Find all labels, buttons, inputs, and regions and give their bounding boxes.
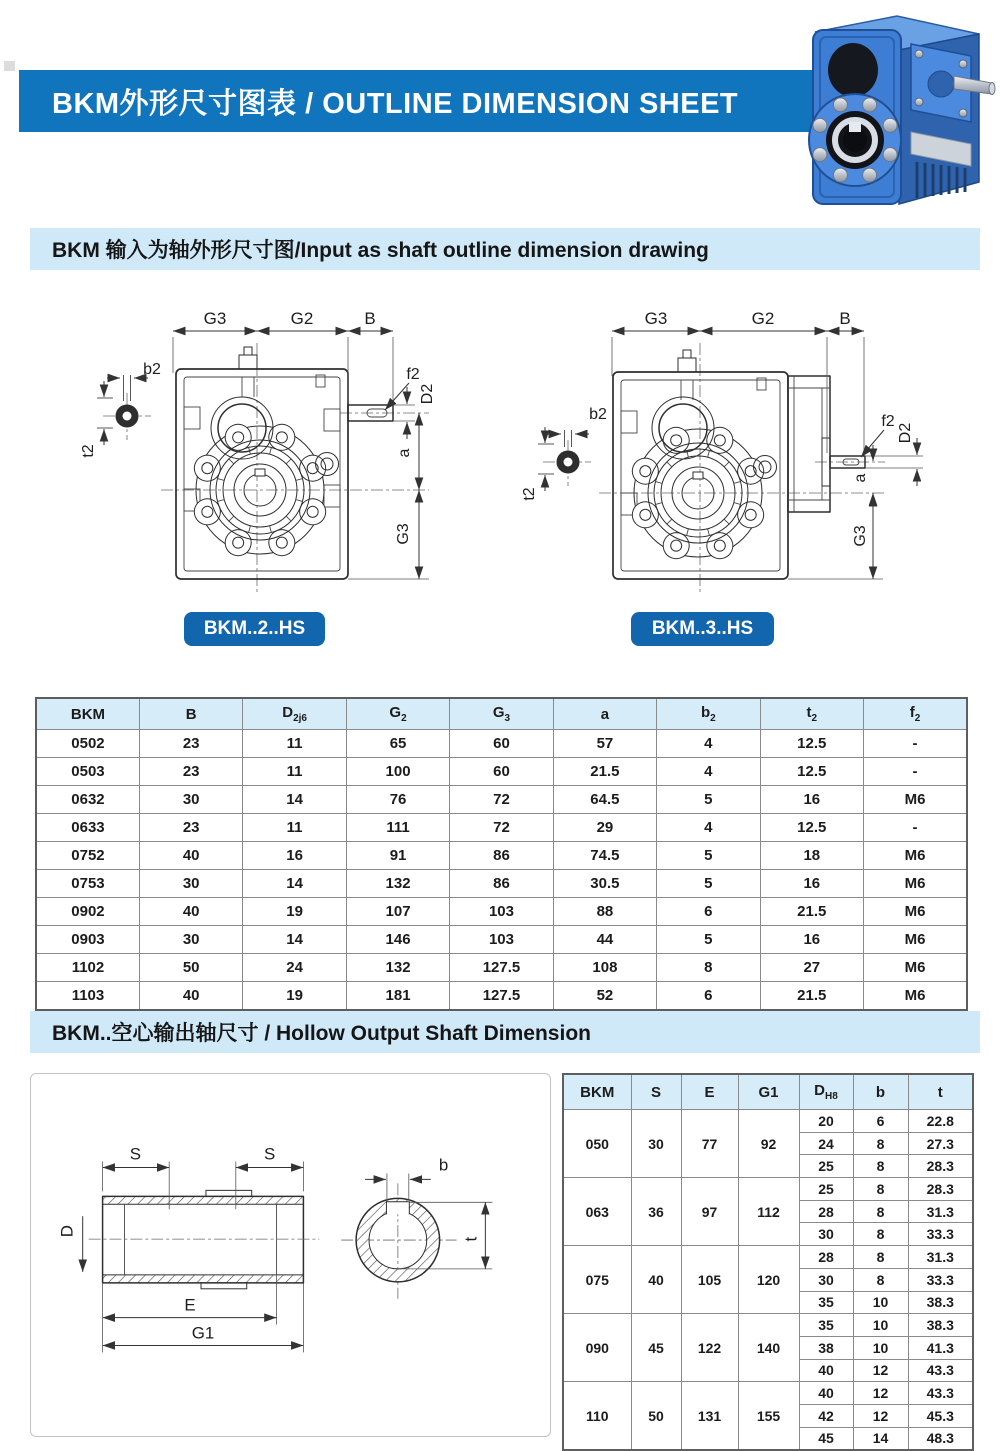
dim-table-cell: 74.5: [553, 842, 656, 870]
section-title-text: BKM 输入为轴外形尺寸图/Input as shaft outline dimension drawing: [52, 239, 709, 262]
dim-table-cell: 19: [243, 898, 346, 926]
dimension-labels: [80, 309, 436, 545]
hollow-table-cell: 45: [799, 1427, 853, 1450]
hollow-table-cell: 8: [853, 1246, 908, 1269]
dim-table-cell: M6: [864, 870, 968, 898]
second-stage-housing: [788, 376, 865, 512]
dim-table-cell: 30: [139, 786, 242, 814]
hollow-table-cell: 28.3: [908, 1155, 973, 1178]
hollow-table-cell: 8: [853, 1268, 908, 1291]
dim-table-cell: 0502: [36, 730, 139, 758]
dim-table-cell: 12.5: [760, 758, 863, 786]
dim-label-g3-top: G3: [644, 309, 668, 328]
dim-table-cell: 16: [243, 842, 346, 870]
dim-table-cell: 5: [657, 786, 760, 814]
dim-table-cell: 6: [657, 982, 760, 1011]
dim-table-cell: 23: [139, 758, 242, 786]
shaft-section-view: [341, 1183, 456, 1298]
dim-table-cell: 91: [346, 842, 449, 870]
dim-table-row: [36, 954, 967, 982]
dim-table-row: [36, 870, 967, 898]
dim-table-cell: 11: [243, 730, 346, 758]
hollow-table-cell: 8: [853, 1178, 908, 1201]
dim-table-cell: 0632: [36, 786, 139, 814]
hollow-table-cell: 33.3: [908, 1223, 973, 1246]
hollow-table-group-cell: 77: [681, 1110, 738, 1178]
dim-table-cell: 5: [657, 926, 760, 954]
dim-table-cell: 72: [450, 786, 553, 814]
dim-table-cell: 8: [657, 954, 760, 982]
hollow-table-head-row: [563, 1074, 973, 1110]
model-badge-label: BKM..2..HS: [203, 618, 306, 639]
dim-table-header-cell: $b_2$: [657, 698, 760, 730]
dim-table-cell: 107: [346, 898, 449, 926]
dim-table-cell: 103: [450, 926, 553, 954]
hollow-table-group-cell: 140: [738, 1314, 799, 1382]
dim-label-d: D: [57, 1225, 77, 1238]
bkm-3hs-outline-drawing: [515, 293, 970, 605]
hollow-table-cell: 45.3: [908, 1404, 973, 1427]
hollow-table-group-cell: 45: [631, 1314, 681, 1382]
dim-label-b2: b2: [143, 361, 161, 378]
header-banner: [19, 70, 812, 132]
dim-table-cell: 21.5: [553, 758, 656, 786]
dim-table-cell: 5: [657, 870, 760, 898]
hollow-table-group-cell: 155: [738, 1382, 799, 1451]
gearbox-illustration: [809, 16, 995, 204]
dim-table-cell: 1103: [36, 982, 139, 1011]
dim-table-cell: 60: [450, 730, 553, 758]
hollow-table-cell: 8: [853, 1200, 908, 1223]
dim-table-header-cell: $D_{2j6}$: [243, 698, 346, 730]
hollow-table-cell: 40: [799, 1382, 853, 1405]
dim-table-cell: 103: [450, 898, 553, 926]
hollow-table-group-cell: 112: [738, 1178, 799, 1246]
dim-table-cell: 12.5: [760, 730, 863, 758]
hollow-table-cell: 25: [799, 1178, 853, 1201]
dim-table-cell: 146: [346, 926, 449, 954]
hollow-table-cell: 12: [853, 1359, 908, 1382]
hollow-table-header-cell: b: [853, 1074, 908, 1110]
dim-table-cell: 23: [139, 814, 242, 842]
hollow-table-header-cell: BKM: [563, 1074, 631, 1110]
hollow-table-row: [563, 1178, 973, 1201]
hollow-table-body: [563, 1110, 973, 1451]
hollow-table-cell: 8: [853, 1155, 908, 1178]
hollow-table-cell: 35: [799, 1314, 853, 1337]
dim-label-g3-top: G3: [203, 309, 227, 328]
dim-table-cell: 18: [760, 842, 863, 870]
hollow-table-cell: 10: [853, 1314, 908, 1337]
hollow-table-cell: 28: [799, 1200, 853, 1223]
dim-table-cell: 108: [553, 954, 656, 982]
dim-table-cell: -: [864, 814, 968, 842]
hollow-table-header-cell: $D_{H8}$: [799, 1074, 853, 1110]
hollow-table-cell: 30: [799, 1223, 853, 1246]
dim-table-header-cell: $G_2$: [346, 698, 449, 730]
model-badge-label: BKM..3..HS: [651, 618, 754, 639]
dim-table-cell: 24: [243, 954, 346, 982]
section-title-text: BKM..空心输出轴尺寸 / Hollow Output Shaft Dimension: [52, 1022, 591, 1045]
dim-table-cell: 86: [450, 842, 553, 870]
dim-label-s-left: S: [129, 1144, 142, 1164]
dim-label-g2: G2: [290, 309, 314, 328]
dim-table-cell: 0633: [36, 814, 139, 842]
hollow-table-cell: 38.3: [908, 1291, 973, 1314]
dim-table-cell: 21.5: [760, 898, 863, 926]
dim-table-cell: 11: [243, 814, 346, 842]
dim-table-cell: 132: [346, 954, 449, 982]
dim-label-g3-side: G3: [395, 523, 412, 545]
dim-table-cell: M6: [864, 954, 968, 982]
hollow-table-header-cell: t: [908, 1074, 973, 1110]
hollow-table-cell: 42: [799, 1404, 853, 1427]
hollow-shaft-drawing: [31, 1074, 548, 1434]
dim-table-cell: 76: [346, 786, 449, 814]
dim-table-cell: 14: [243, 870, 346, 898]
dim-table-cell: 44: [553, 926, 656, 954]
section-title-input-shaft: [30, 228, 980, 270]
dim-table-cell: 4: [657, 814, 760, 842]
dim-table-header-cell: a: [553, 698, 656, 730]
hollow-table-cell: 28.3: [908, 1178, 973, 1201]
dim-label-g3-side: G3: [852, 525, 869, 547]
dim-table-header-cell: $f_2$: [864, 698, 968, 730]
dim-table-row: [36, 814, 967, 842]
hollow-table-group-cell: 36: [631, 1178, 681, 1246]
hollow-table-cell: 25: [799, 1155, 853, 1178]
hollow-table-group-cell: 105: [681, 1246, 738, 1314]
dim-table-cell: 30: [139, 870, 242, 898]
dim-table-cell: 30.5: [553, 870, 656, 898]
dim-table-cell: 30: [139, 926, 242, 954]
hollow-table-group-cell: 92: [738, 1110, 799, 1178]
dim-label-b: B: [364, 309, 376, 328]
dim-table-cell: 50: [139, 954, 242, 982]
dim-label-t2: t2: [80, 444, 97, 458]
dim-table-cell: 65: [346, 730, 449, 758]
hollow-table-header-cell: E: [681, 1074, 738, 1110]
hollow-table-group-cell: 97: [681, 1178, 738, 1246]
dim-table-cell: 29: [553, 814, 656, 842]
dim-table-row: [36, 982, 967, 1011]
dim-table-cell: 40: [139, 842, 242, 870]
hollow-table-group-cell: 110: [563, 1382, 631, 1451]
dim-label-t2: t2: [521, 487, 538, 501]
dim-table-cell: M6: [864, 926, 968, 954]
hollow-table-cell: 33.3: [908, 1268, 973, 1291]
dim-table-cell: 0503: [36, 758, 139, 786]
dim-table-cell: 11: [243, 758, 346, 786]
dim-table-header-cell: $G_3$: [450, 698, 553, 730]
dim-table-cell: 16: [760, 926, 863, 954]
dim-label-a: a: [396, 448, 413, 458]
model-badge-bkm2hs: [184, 612, 325, 646]
dim-label-d2: D2: [419, 383, 436, 405]
dim-label-d2: D2: [897, 422, 914, 444]
hollow-table-group-cell: 090: [563, 1314, 631, 1382]
input-shaft-dim-table-wrap: [35, 697, 968, 1011]
dim-table-cell: 127.5: [450, 954, 553, 982]
hollow-table-cell: 38.3: [908, 1314, 973, 1337]
dim-table-cell: 16: [760, 786, 863, 814]
section-title-hollow-output: [30, 1011, 980, 1053]
hollow-table-cell: 6: [853, 1110, 908, 1133]
dim-table-cell: 0902: [36, 898, 139, 926]
dim-table-row: [36, 758, 967, 786]
hollow-table-cell: 10: [853, 1336, 908, 1359]
dim-label-s-right: S: [263, 1144, 276, 1164]
dim-table-cell: 57: [553, 730, 656, 758]
dim-table-cell: 60: [450, 758, 553, 786]
dim-table-cell: 64.5: [553, 786, 656, 814]
hollow-table-group-cell: 50: [631, 1382, 681, 1451]
dim-table-cell: M6: [864, 898, 968, 926]
hollow-shaft-dim-table: [562, 1073, 974, 1451]
hollow-table-cell: 48.3: [908, 1427, 973, 1450]
dim-table-row: [36, 926, 967, 954]
hollow-table-cell: 27.3: [908, 1132, 973, 1155]
hollow-table-cell: 14: [853, 1427, 908, 1450]
dim-table-cell: -: [864, 730, 968, 758]
hollow-table-group-cell: 050: [563, 1110, 631, 1178]
dim-table-cell: 4: [657, 758, 760, 786]
dim-table-cell: 21.5: [760, 982, 863, 1011]
dim-table-cell: -: [864, 758, 968, 786]
hollow-table-cell: 12: [853, 1382, 908, 1405]
dim-table-cell: 14: [243, 786, 346, 814]
hollow-table-cell: 31.3: [908, 1200, 973, 1223]
dim-table-row: [36, 730, 967, 758]
dim-label-g2: G2: [751, 309, 775, 328]
hollow-table-row: [563, 1110, 973, 1133]
hollow-table-group-cell: 063: [563, 1178, 631, 1246]
dim-table-cell: 40: [139, 898, 242, 926]
dim-table-cell: 1102: [36, 954, 139, 982]
dim-table-cell: 132: [346, 870, 449, 898]
hollow-table-cell: 41.3: [908, 1336, 973, 1359]
dim-label-e: E: [184, 1295, 196, 1315]
dimension-labels: [58, 1145, 481, 1343]
dim-table-cell: 86: [450, 870, 553, 898]
dim-table-cell: M6: [864, 982, 968, 1011]
hollow-table-group-cell: 30: [631, 1110, 681, 1178]
hollow-table-group-cell: 120: [738, 1246, 799, 1314]
dim-table-header-cell: B: [139, 698, 242, 730]
model-badge-bkm3hs: [631, 612, 774, 646]
hollow-table-cell: 43.3: [908, 1359, 973, 1382]
gearbox-product-image: [798, 2, 996, 208]
hollow-table-cell: 24: [799, 1132, 853, 1155]
dim-table-cell: 100: [346, 758, 449, 786]
hollow-table-group-cell: 075: [563, 1246, 631, 1314]
dim-label-b2: b2: [589, 406, 607, 423]
dim-table-cell: 0752: [36, 842, 139, 870]
hollow-table-header-cell: G1: [738, 1074, 799, 1110]
hollow-table-cell: 35: [799, 1291, 853, 1314]
hollow-table-header-cell: S: [631, 1074, 681, 1110]
input-shaft-dim-table: [35, 697, 968, 1011]
hollow-table-cell: 8: [853, 1132, 908, 1155]
hollow-table-group-cell: 131: [681, 1382, 738, 1451]
dim-table-row: [36, 898, 967, 926]
hollow-table-cell: 43.3: [908, 1382, 973, 1405]
centerlines: [103, 343, 429, 595]
hollow-table-cell: 20: [799, 1110, 853, 1133]
dim-table-cell: 4: [657, 730, 760, 758]
dim-table-cell: 27: [760, 954, 863, 982]
dim-table-body: [36, 730, 967, 1011]
dim-table-cell: 14: [243, 926, 346, 954]
hollow-table-cell: 8: [853, 1223, 908, 1246]
dim-table-cell: 40: [139, 982, 242, 1011]
dim-table-cell: 12.5: [760, 814, 863, 842]
dim-label-t: t: [461, 1236, 481, 1242]
hollow-shaft-drawing-box: [30, 1073, 551, 1437]
dim-table-cell: 16: [760, 870, 863, 898]
dim-table-cell: 23: [139, 730, 242, 758]
hollow-table-cell: 38: [799, 1336, 853, 1359]
hollow-table-row: [563, 1314, 973, 1337]
dim-table-cell: 5: [657, 842, 760, 870]
dim-table-cell: 0753: [36, 870, 139, 898]
hollow-table-cell: 28: [799, 1246, 853, 1269]
hollow-table-cell: 31.3: [908, 1246, 973, 1269]
dim-table-header-cell: $t_2$: [760, 698, 863, 730]
dim-table-cell: M6: [864, 842, 968, 870]
dim-table-header-cell: BKM: [36, 698, 139, 730]
dim-label-b: b: [438, 1155, 449, 1175]
dim-table-cell: M6: [864, 786, 968, 814]
dim-table-head-row: [36, 698, 967, 730]
dim-table-cell: 6: [657, 898, 760, 926]
dim-label-g1: G1: [191, 1323, 215, 1343]
dim-table-cell: 0903: [36, 926, 139, 954]
hollow-table-row: [563, 1382, 973, 1405]
hollow-shaft-dim-table-wrap: [562, 1073, 972, 1451]
hollow-table-cell: 10: [853, 1291, 908, 1314]
key-detail: [557, 430, 579, 473]
dim-table-cell: 19: [243, 982, 346, 1011]
shaft-side-view: [89, 1190, 320, 1288]
dim-table-cell: 72: [450, 814, 553, 842]
bkm-2hs-outline-drawing: [45, 293, 475, 605]
dim-table-cell: 127.5: [450, 982, 553, 1011]
hollow-table-cell: 30: [799, 1268, 853, 1291]
hollow-table-group-cell: 122: [681, 1314, 738, 1382]
dim-table-row: [36, 786, 967, 814]
dim-label-f2: f2: [881, 413, 895, 430]
hollow-table-cell: 22.8: [908, 1110, 973, 1133]
hollow-table-group-cell: 40: [631, 1246, 681, 1314]
dim-table-cell: 88: [553, 898, 656, 926]
dim-table-cell: 111: [346, 814, 449, 842]
hollow-table-cell: 40: [799, 1359, 853, 1382]
dim-table-cell: 52: [553, 982, 656, 1011]
dim-label-f2: f2: [406, 366, 420, 383]
dim-table-cell: 181: [346, 982, 449, 1011]
hollow-table-row: [563, 1246, 973, 1269]
dim-table-row: [36, 842, 967, 870]
corner-mark: [4, 61, 15, 71]
dim-label-a: a: [852, 473, 869, 483]
dim-label-b: B: [839, 309, 851, 328]
hollow-table-cell: 12: [853, 1404, 908, 1427]
page-title: BKM外形尺寸图表 / OUTLINE DIMENSION SHEET: [52, 87, 739, 120]
